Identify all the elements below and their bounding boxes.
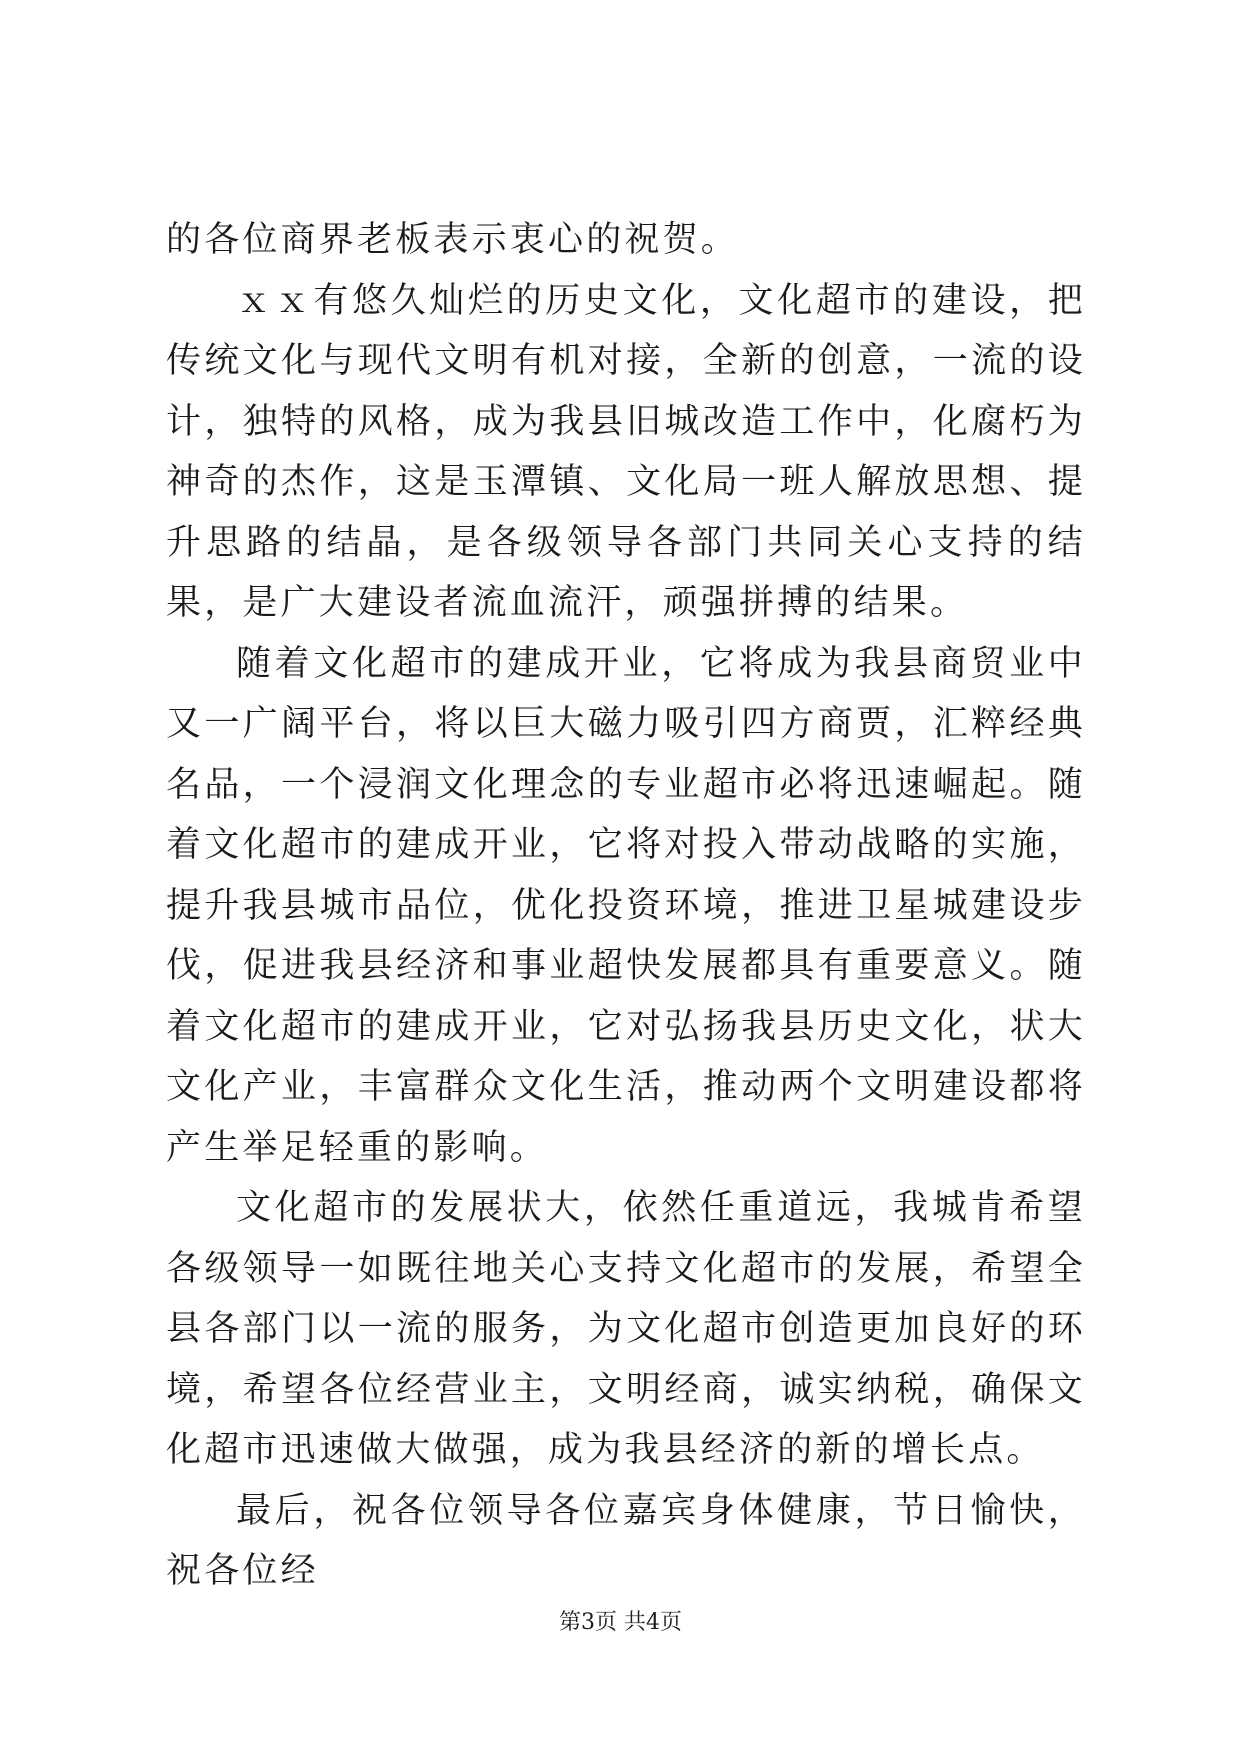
paragraph-5: 最后，祝各位领导各位嘉宾身体健康，节日愉快，祝各位经 bbox=[166, 1490, 1086, 1591]
paragraph-3: 随着文化超市的建成开业，它将成为我县商贸业中又一广阔平台，将以巨大磁力吸引四方商贾，汇粹经典名品，一个浸润文化理念的专业超市必将迅速崛起。随着文化超市的建成开业，它将对投入带动战略的实施，提升我县城市品位，优化投资环境，推进卫星城建设步伐，促进我县经济和事业超快发展都具有重要意义。随着文化超市的建成开业，它对弘扬我县历史文化，状大文化产业，丰富群众文化生活，推动两个文明建设都将产生举足轻重的影响。 bbox=[166, 643, 1086, 1168]
page-number-footer: 第3页 共4页 bbox=[559, 1610, 682, 1635]
paragraph-1: 的各位商界老板表示衷心的祝贺。 bbox=[166, 220, 740, 260]
paragraph-2: ｘｘ有悠久灿烂的历史文化，文化超市的建设，把传统文化与现代文明有机对接，全新的创意，一流的设计，独特的风格，成为我县旧城改造工作中，化腐朽为神奇的杰作，这是玉潭镇、文化局一班人解放思想、提升思路的结晶，是各级领导各部门共同关心支持的结果，是广大建设者流血流汗，顽强拼搏的结果。 bbox=[166, 280, 1086, 623]
paragraph-4: 文化超市的发展状大，依然任重道远，我城肯希望各级领导一如既往地关心支持文化超市的发展，希望全县各部门以一流的服务，为文化超市创造更加良好的环境，希望各位经营业主，文明经商，诚实纳税，确保文化超市迅速做大做强，成为我县经济的新的增长点。 bbox=[166, 1188, 1086, 1470]
document-body bbox=[166, 210, 1086, 1602]
